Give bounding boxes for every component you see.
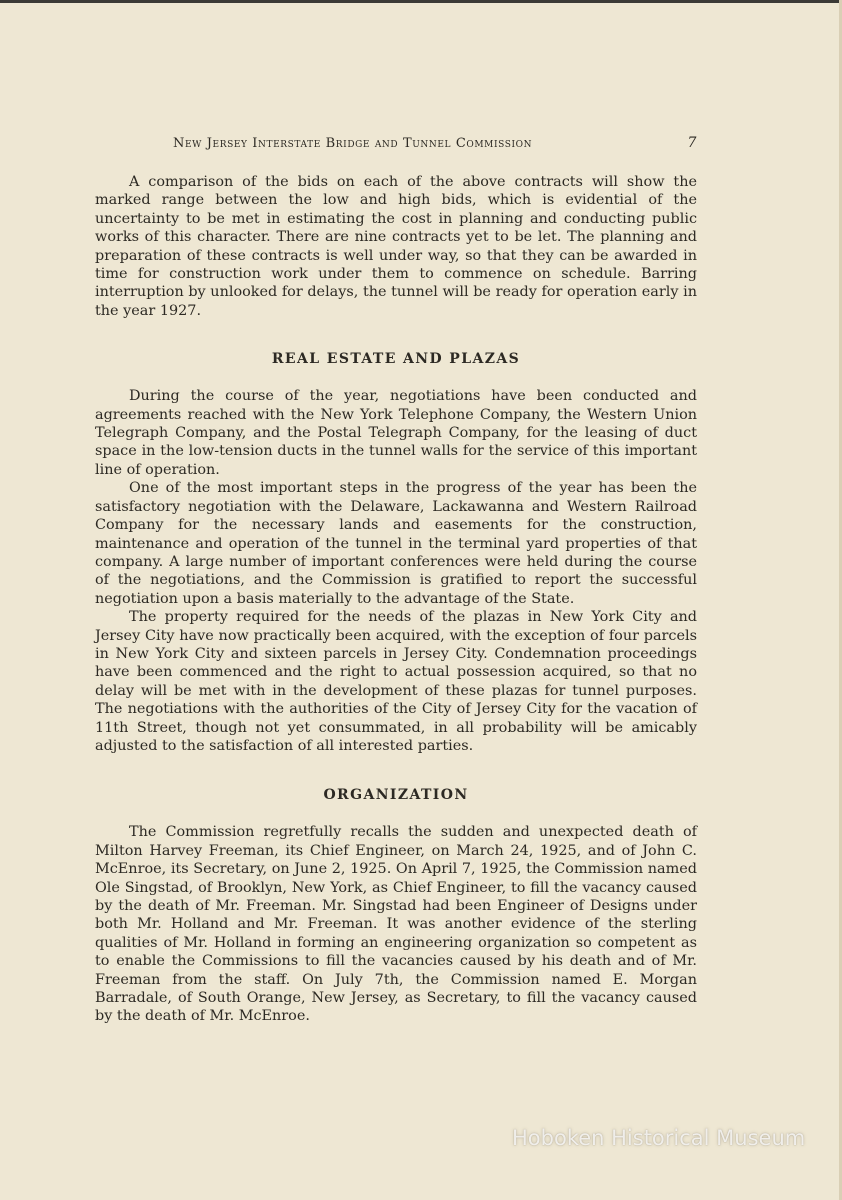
page-body [95, 173, 697, 1026]
page-number: 7 [687, 135, 697, 151]
paragraph-commission-staff: The Commission regretfully recalls the sudden and unexpected death of Milton Harvey Freeman, its Chief Engineer, on March 24, 1925, and of John C. McEnroe, its Secretary, on June 2, 1925. On April 7, 1925, the Commission named Ole Singstad, of Brooklyn, New York, as Chief Engineer, to fill the vacancy caused by the death of Mr. Freeman. Mr. Singstad had been Engineer of Designs under both Mr. Holland and Mr. Freeman. It was another evidence of the sterling qualities of Mr. Holland in forming an engineering organization so competent as to enable the Commissions to fill the vacancies caused by his death and of Mr. Freeman from the staff. On July 7th, the Commission named E. Morgan Barradale, of South Orange, New Jersey, as Secretary, to fill the vacancy caused by the death of Mr. McEnroe. [95, 824, 697, 1025]
paragraph-bids-comparison: A comparison of the bids on each of the above contracts will show the marked range between the low and high bids, which is evidential of the uncertainty to be met in estimating the cost in planning and conducting public works of this character. There are nine contracts yet to be let. The planning and preparation of these contracts is well under way, so that they can be awarded in time for construction work under them to commence on schedule. Barring interruption by unlooked for delays, the tunnel will be ready for operation early in the year 1927. [95, 174, 697, 319]
heading-organization: ORGANIZATION [323, 787, 469, 804]
page-top-edge [0, 0, 842, 3]
paragraph-railroad-negotiation: One of the most important steps in the progress of the year has been the satisfactory negotiation with the Delaware, Lackawanna and Western Railroad Company for the necessary lands and easements for the construction, maintenance and operation of the tunnel in the terminal yard properties of that company. A large number of important conferences were held during the course of the negotiations, and the Commission is gratified to report the successful negotiation upon a basis materially to the advantage of the State. [95, 480, 697, 607]
paragraph-duct-leasing: During the course of the year, negotiations have been conducted and agreements reached with the New York Telephone Company, the Western Union Telegraph Company, and the Postal Telegraph Company, for the leasing of duct space in the low-tension ducts in the tunnel walls for the service of this important line of operation. [95, 388, 697, 478]
paragraph-plaza-property: The property required for the needs of the plazas in New York City and Jersey City have now practically been acquired, with the exception of four parcels in New York City and sixteen parcels in Jersey City. Condemnation proceedings have been commenced and the right to actual possession acquired, so that no delay will be met with in the development of these plazas for tunnel purposes. The negotiations with the authorities of the City of Jersey City for the vacation of 11th Street, though not yet consummated, in all probability will be amicably adjusted to the satisfaction of all interested parties. [95, 609, 697, 754]
museum-watermark: Hoboken Historical Museum [512, 1126, 806, 1150]
running-head [95, 136, 697, 156]
heading-real-estate-and-plazas: REAL ESTATE AND PLAZAS [271, 351, 521, 368]
running-head-title: New Jersey Interstate Bridge and Tunnel Commission [173, 136, 533, 151]
